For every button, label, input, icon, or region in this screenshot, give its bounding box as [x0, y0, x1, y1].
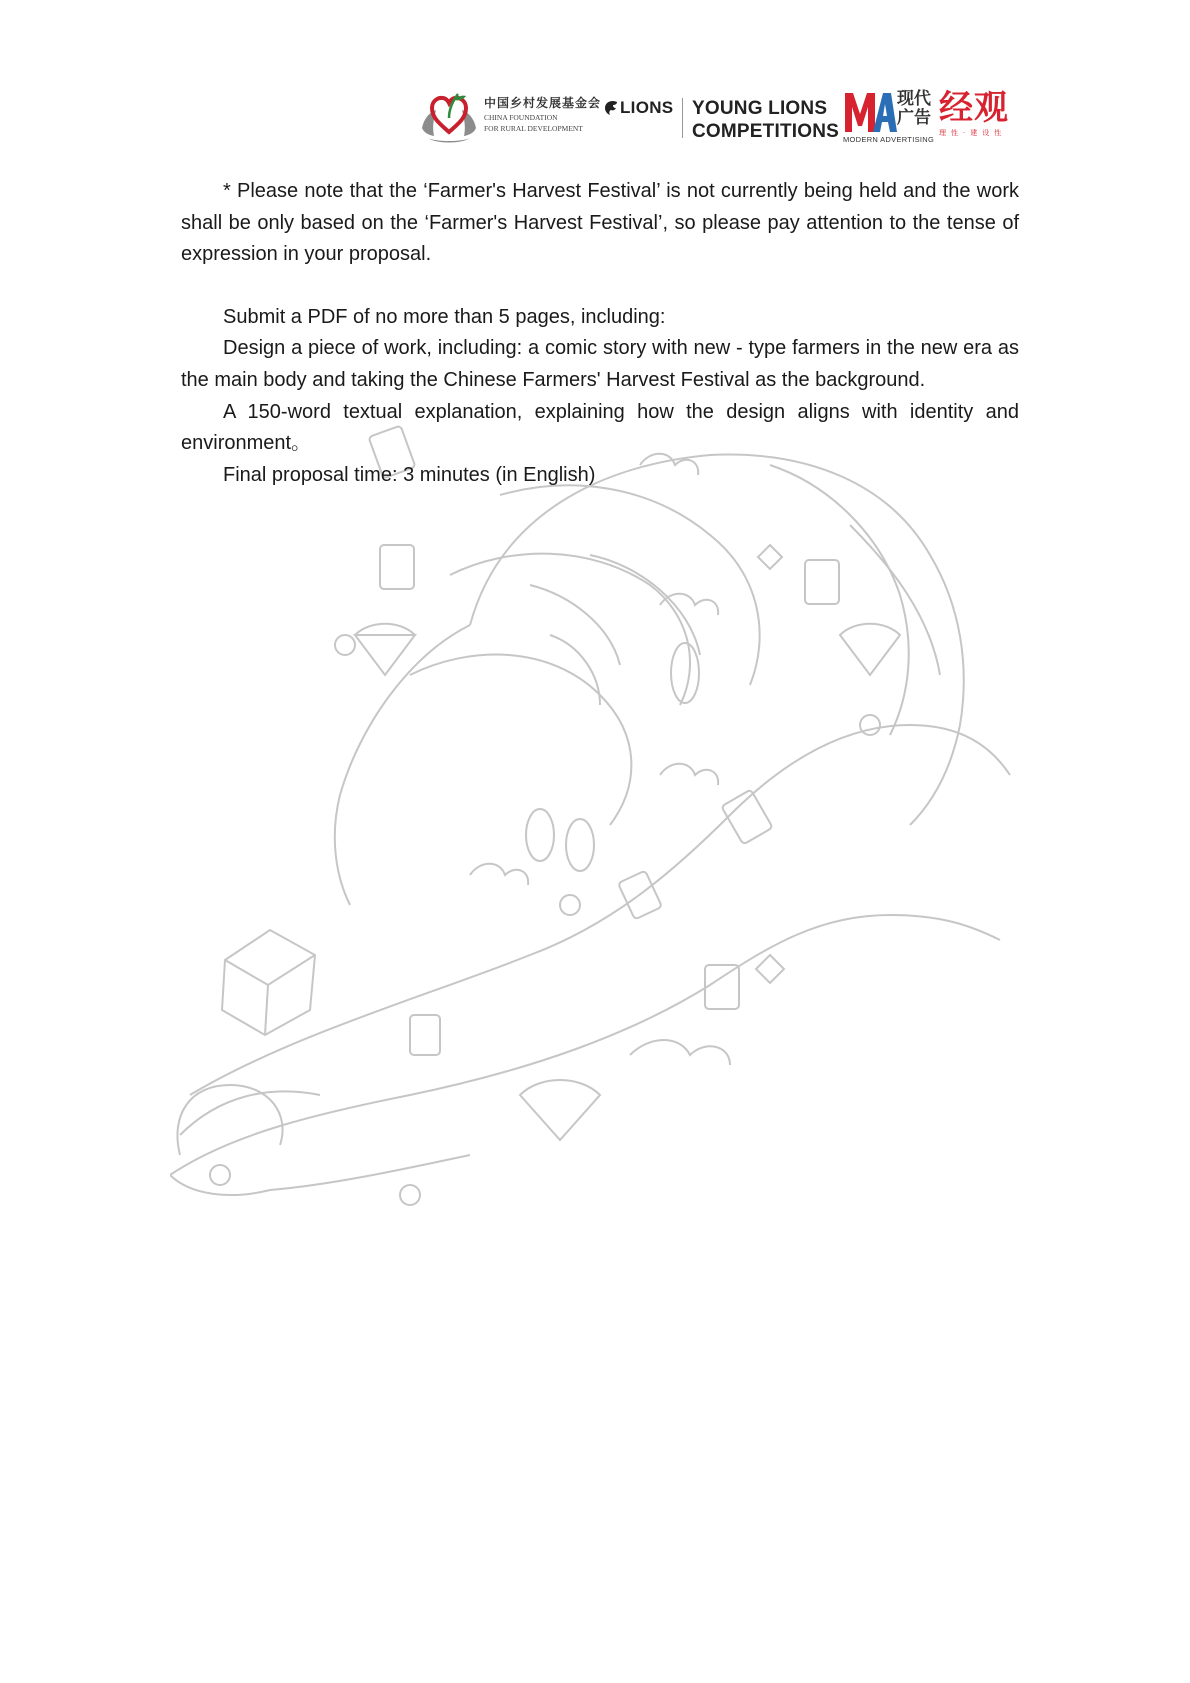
design-paragraph: Design a piece of work, including: a comic story with new - type farmers in the new era as the main body and taking the Chinese Farmers' Harvest Festival as the background. [181, 337, 1019, 391]
lions-logo [604, 98, 673, 118]
jingguan-logo [939, 88, 1019, 144]
lions-logo-text: LIONS [620, 98, 674, 117]
modern-advertising-cn-line2: 广告 [897, 108, 931, 128]
note-paragraph: * Please note that the ‘Farmer's Harvest Festival’ is not currently being held and the work shall be only based on the ‘Farmer's Harvest Festival’, so please pay attention to the tense of expression in your proposal. [181, 180, 1019, 266]
explanation-paragraph: A 150-word textual explanation, explaining how the design aligns with identity and environment。 [181, 400, 1019, 455]
young-lions-competitions-logo [692, 97, 839, 143]
cfrd-name-cn: 中国乡村发展基金会 [484, 96, 602, 110]
modern-advertising-cn [897, 90, 931, 128]
header-divider [682, 98, 683, 138]
document-body [181, 176, 1019, 491]
modern-advertising-en: MODERN ADVERTISING [843, 135, 935, 144]
lions-head-icon [604, 100, 618, 116]
cfrd-heart-logo-icon [418, 88, 480, 144]
jingguan-cn: 经观 [939, 88, 1009, 128]
young-lions-line1: YOUNG LIONS [692, 98, 828, 119]
modern-advertising-logo-icon [843, 90, 897, 134]
modern-advertising-cn-line1: 现代 [897, 89, 931, 109]
cfrd-logo-text [484, 94, 602, 133]
lion-watermark-icon [170, 395, 1020, 1295]
submit-paragraph: Submit a PDF of no more than 5 pages, including: [223, 305, 666, 328]
young-lions-line2: COMPETITIONS [692, 121, 840, 142]
cfrd-name-en-line1: CHINA FOUNDATION [484, 113, 558, 122]
final-proposal-paragraph: Final proposal time: 3 minutes (in English) [223, 463, 596, 486]
modern-advertising-logo [843, 90, 937, 146]
header-logo-strip [418, 86, 1018, 146]
jingguan-slogan: 理性·建设性 [939, 129, 1007, 137]
cfrd-name-en-line2: FOR RURAL DEVELOPMENT [484, 124, 583, 133]
